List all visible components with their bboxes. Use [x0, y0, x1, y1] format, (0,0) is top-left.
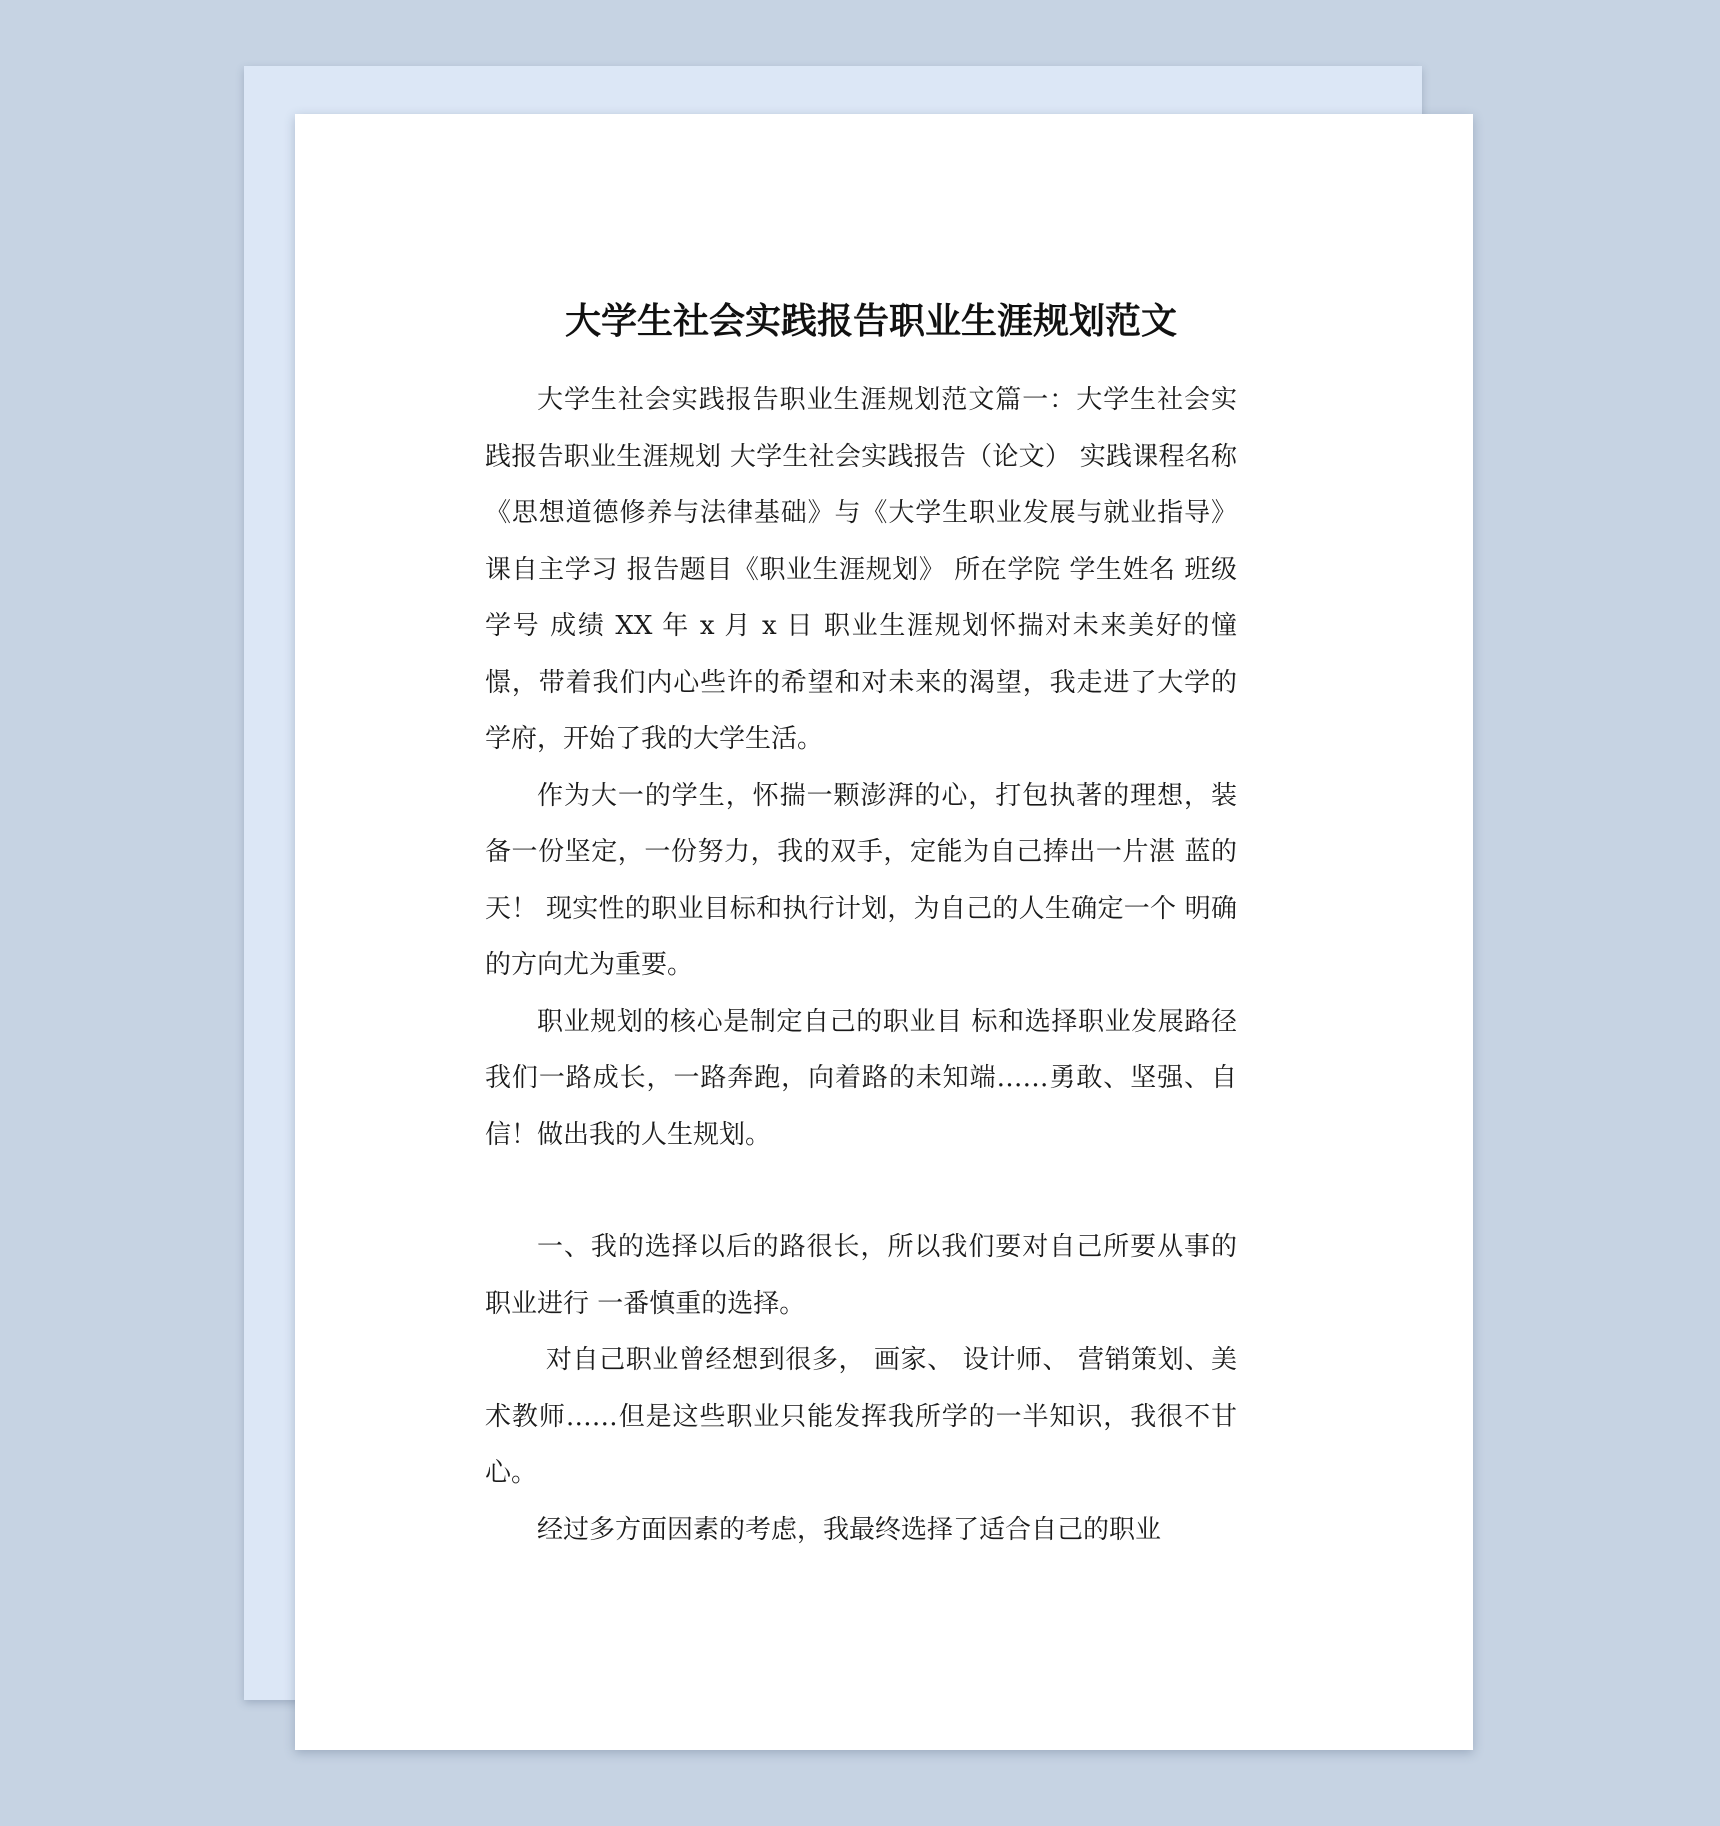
paragraph-4: 一、我的选择以后的路很长，所以我们要对自己所要从事的职业进行 一番慎重的选择。 — [485, 1232, 1237, 1319]
paragraph-3: 职业规划的核心是制定自己的职业目 标和选择职业发展路径我们一路成长，一路奔跑，向着路的未知端……勇敢、坚强、自信！做出我的人生规划。 — [485, 1006, 1237, 1150]
page-content — [485, 298, 1237, 1558]
paragraph-spacer — [485, 1163, 1237, 1219]
paragraph-1: 大学生社会实践报告职业生涯规划范文篇一：大学生社会实践报告职业生涯规划 大学生社会实践报告（论文） 实践课程名称《思想道德修养与法律基础》与《大学生职业发展与就业指导》课自主学习 报告题目《职业生涯规划》 所在学院 学生姓名 班级学号 成绩 XX 年 x 月 x 日 职业生涯规划怀揣对未来美好的憧憬，带着我们内心些许的希望和对未来的渴望，我走进了大学的学府，开始了我的大学生活。 — [485, 385, 1237, 754]
document-title: 大学生社会实践报告职业生涯规划范文 — [564, 301, 1177, 342]
paragraph-5: 对自己职业曾经想到很多， 画家、 设计师、 营销策划、美术教师……但是这些职业只能发挥我所学的一半知识，我很不甘心。 — [485, 1345, 1238, 1488]
document-page — [295, 114, 1473, 1750]
paragraph-2: 作为大一的学生，怀揣一颗澎湃的心，打包执著的理想，装备一份坚定，一份努力，我的双手，定能为自己捧出一片湛 蓝的天！ 现实性的职业目标和执行计划，为自己的人生确定一个 明确的方向尤为重要。 — [485, 780, 1237, 980]
paragraph-6: 经过多方面因素的考虑，我最终选择了适合自己的职业 — [537, 1514, 1162, 1545]
